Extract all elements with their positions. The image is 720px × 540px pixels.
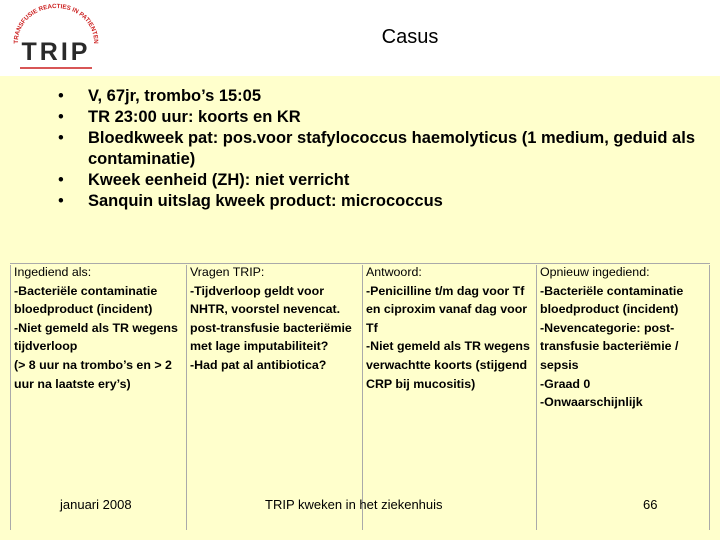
column-line: -Niet gemeld als TR wegens tijdverloop [14, 320, 178, 354]
bullet-list [58, 86, 698, 212]
comparison-table [10, 263, 710, 535]
column-divider [186, 265, 187, 530]
bullet-item [58, 191, 698, 212]
bullet-text: Bloedkweek pat: pos.voor stafylococcus haemolyticus (1 medium, geduid als contaminatie) [88, 129, 695, 168]
column-line: -Onwaarschijnlijk [540, 395, 643, 410]
logo-arc-text: TRANSFUSIE REACTIES IN PATIENTEN [12, 2, 100, 44]
bullet-dot: • [58, 129, 64, 147]
bullet-text: Sanquin uitslag kweek product: micrococcus [88, 192, 443, 210]
column-antwoord [366, 263, 534, 393]
column-line: -Tijdverloop geldt voor NHTR, voorstel nevencat. post-transfusie bacteriëmie met lage imputabiliteit? [190, 283, 352, 354]
bullet-dot: • [58, 171, 64, 189]
column-line: (> 8 uur na trombo’s en > 2 uur na laatste ery’s) [14, 357, 172, 391]
slide-header [0, 0, 720, 76]
column-line: -Niet gemeld als TR wegens verwachtte koorts (stijgend CRP bij mucositis) [366, 339, 530, 391]
bullet-text: TR 23:00 uur: koorts en KR [88, 108, 301, 126]
column-divider [536, 265, 537, 530]
column-line: -Penicilline t/m dag voor Tf en ciproxim vanaf dag voor Tf [366, 283, 528, 335]
column-divider [362, 265, 363, 530]
footer-date: januari 2008 [60, 497, 132, 512]
column-heading: Vragen TRIP: [190, 265, 265, 279]
column-ingediend [14, 263, 184, 393]
column-heading: Antwoord: [366, 265, 422, 279]
column-line: -Graad 0 [540, 376, 591, 391]
bullet-text: Kweek eenheid (ZH): niet verricht [88, 171, 350, 189]
logo-wordmark: TRIP [21, 38, 91, 66]
column-vragen [190, 263, 360, 375]
column-line: -Nevencategorie: post-transfusie bacteriëmie / sepsis [540, 320, 679, 372]
bullet-dot: • [58, 192, 64, 210]
column-divider [709, 265, 710, 530]
footer-title: TRIP kweken in het ziekenhuis [265, 497, 443, 512]
bullet-item [58, 107, 698, 128]
bullet-item [58, 86, 698, 107]
column-divider [10, 265, 11, 530]
column-heading: Ingediend als: [14, 265, 92, 279]
page-number: 66 [643, 497, 658, 512]
bullet-item [58, 128, 698, 170]
column-opnieuw [540, 263, 708, 412]
page-title: Casus [381, 26, 439, 48]
bullet-dot: • [58, 108, 64, 126]
column-line: -Bacteriële contaminatie bloedproduct (incident) [540, 283, 684, 317]
trip-logo [6, 2, 106, 72]
bullet-text: V, 67jr, trombo’s 15:05 [88, 87, 262, 105]
bullet-item [58, 170, 698, 191]
column-line: -Bacteriële contaminatie bloedproduct (incident) [14, 283, 158, 317]
column-line: -Had pat al antibiotica? [190, 357, 327, 372]
column-heading: Opnieuw ingediend: [540, 265, 650, 279]
bullet-dot: • [58, 87, 64, 105]
